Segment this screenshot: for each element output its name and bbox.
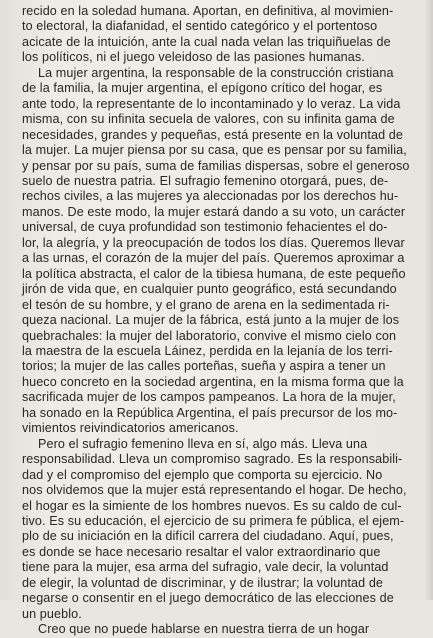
text-line: es donde se hace necesario resaltar el valor extraordinario que [22,544,381,559]
text-line: tiene para la mujer, esa arma del sufragio, vale decir, la voluntad [22,560,389,575]
paragraph-p2 [22,66,419,437]
body-text [22,4,419,638]
text-line: los políticos, ni el juego veleidoso de las pasiones humanas. [22,50,365,65]
text-line: manos. De este modo, la mujer estará dando a su voto, un carácter [22,204,406,219]
text-line: recido en la soledad humana. Aportan, en definitiva, al movimien- [22,4,394,18]
text-line: el tesón de su hombre, y el grano de arena en la sedimentada ri- [22,297,390,312]
text-line: hueco concreto en la sociedad argentina, en la misma forma que la [22,374,404,389]
text-line: torios; la mujer de las calles porteñas, sueña y aspira a tener un [22,359,386,374]
text-line: rechos civiles, a las mujeres ya aleccionadas por los derechos hu- [22,189,399,204]
paragraph-p3 [22,437,419,622]
text-line: universal, de cuya profundidad son testimonio fehacientes el do- [22,220,388,235]
text-line: ante todo, la representante de lo incontaminado y lo veraz. La vida [22,96,401,111]
text-line: sacrificada mujer de los campos pampeanos. La hora de la mujer, [22,390,396,405]
paragraph-p1 [22,4,419,66]
text-line: responsabilidad. Lleva un compromiso sagrado. Es la responsabili- [22,452,403,467]
text-line: dad y el compromiso del ejemplo que comporta su ejercicio. No [22,467,383,482]
paragraph-p4 [22,622,419,637]
text-line: suelo de nuestra patria. El sufragio femenino otorgará, pues, de- [22,173,389,188]
text-line: vimientos reivindicatorios americanos. [22,421,239,436]
page-edge-shadow [425,0,433,600]
text-line: la política abstracta, el calor de la tibiesa humana, de este pequeño [22,266,406,281]
text-line: un pueblo. [22,606,82,621]
text-line: tivo. Es su educación, el ejercicio de su primera fe pública, el ejem- [22,513,405,528]
text-line: necesidades, grandes y pequeñas, está presente en la voluntad de [22,127,403,142]
text-line: negarse o consentir en el juego democrático de las elecciones de [22,591,394,606]
text-line: lor, la alegría, y la preocupación de todos los días. Queremos llevar [22,235,405,250]
text-line: plo de su iniciación en la difícil carrera del ciudadano. Aquí, pues, [22,529,394,544]
text-line: Creo que no puede hablarse en nuestra tierra de un hogar [38,622,370,637]
text-line: La mujer argentina, la responsable de la construcción cristiana [38,65,394,80]
text-line: jirón de vida que, en cualquier punto geográfico, está secundando [22,282,397,297]
text-line: de la familia, la mujer argentina, el epígono crítico del hogar, es [22,81,383,96]
text-line: nos olvidemos que la mujer está representando el hogar. De hecho, [22,483,407,498]
text-line: y pensar por su país, suma de familias dispersas, sobre el generoso [22,158,410,173]
text-line: queza nacional. La mujer de la fábrica, está junto a la mujer de los [22,313,400,328]
text-line: ha sonado en la República Argentina, el país precursor de los mo- [22,405,398,420]
text-line: Pero el sufragio femenino lleva en sí, algo más. Lleva una [38,436,368,451]
text-line: acicate de la intuición, ante la cual nada velan las triquiñuelas de [22,34,391,49]
text-line: to electoral, la diafanidad, el sentido categórico y el portentoso [22,19,378,34]
text-line: de elegir, la voluntad de discriminar, y de ilustrar; la voluntad de [22,575,384,590]
text-line: la mujer. La mujer piensa por su casa, que es pensar por su familia, [22,143,407,158]
text-line: a las urnas, el corazón de la mujer del país. Queremos aproximar a [22,251,405,266]
text-line: el hogar es la simiente de los hombres nuevos. Es su caldo de cul- [22,498,402,513]
text-line: la maestra de la escuela Láinez, perdida en la lejanía de los terri- [22,343,393,358]
text-line: quebrachales: la mujer del laboratorio, convive el mismo cielo con [22,328,397,343]
text-line: misma, con su infinita secuela de valores, con su infinita gama de [22,112,395,127]
